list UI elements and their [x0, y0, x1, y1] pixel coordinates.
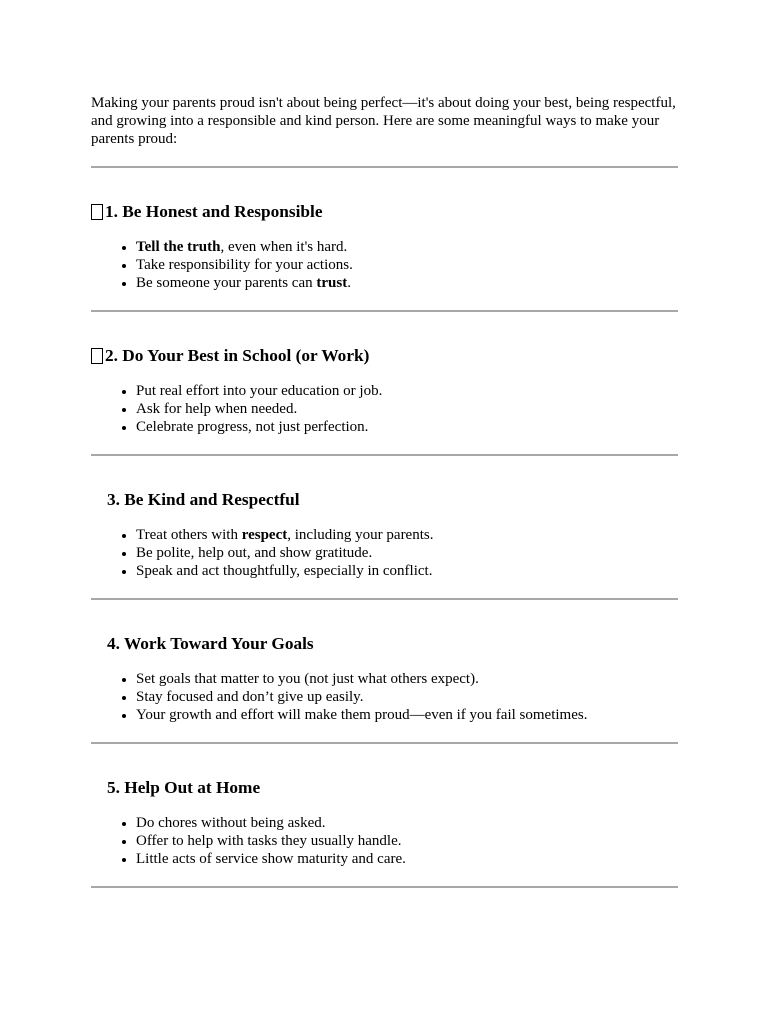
section-4 [91, 600, 678, 744]
divider [91, 886, 678, 888]
bold-text: trust [316, 275, 348, 291]
section-heading-text: 5. Help Out at Home [107, 778, 261, 797]
section-heading [91, 346, 678, 366]
section-heading-text: 4. Work Toward Your Goals [107, 634, 314, 653]
list-item: • Little acts of service show maturity and care. [136, 850, 678, 868]
bold-text: respect [241, 527, 288, 543]
document-body [91, 94, 678, 888]
bullet-list [91, 814, 678, 868]
section-heading [91, 778, 678, 798]
list-item: • Speak and act thoughtfully, especially in conflict. [136, 562, 678, 580]
section-heading [91, 634, 678, 654]
section-heading-text: 2. Do Your Best in School (or Work) [105, 346, 370, 365]
list-item: • Celebrate progress, not just perfection. [136, 418, 678, 436]
list-item: • Be someone your parents can trust. [136, 274, 678, 292]
missing-glyph-icon [91, 348, 103, 364]
bold-text: Tell the truth [136, 239, 221, 255]
list-item: • Be polite, help out, and show gratitude. [136, 544, 678, 562]
section-2 [91, 312, 678, 456]
list-item: • Do chores without being asked. [136, 814, 678, 832]
bullet-list [91, 526, 678, 580]
list-item: • Offer to help with tasks they usually handle. [136, 832, 678, 850]
blank-glyph-icon [91, 636, 107, 652]
bullet-list [91, 382, 678, 436]
list-item: • Set goals that matter to you (not just what others expect). [136, 670, 678, 688]
list-item: • Treat others with respect, including your parents. [136, 526, 678, 544]
section-heading [91, 202, 678, 222]
list-item: • Take responsibility for your actions. [136, 256, 678, 274]
missing-glyph-icon [91, 204, 103, 220]
list-item: • Your growth and effort will make them proud—even if you fail sometimes. [136, 706, 678, 724]
bullet-list [91, 670, 678, 724]
list-item: • Tell the truth, even when it's hard. [136, 238, 678, 256]
bullet-list [91, 238, 678, 292]
section-5 [91, 744, 678, 888]
blank-glyph-icon [91, 492, 107, 508]
section-3 [91, 456, 678, 600]
list-item: • Ask for help when needed. [136, 400, 678, 418]
section-heading-text: 3. Be Kind and Respectful [107, 490, 300, 509]
section-1 [91, 168, 678, 312]
list-item: • Put real effort into your education or job. [136, 382, 678, 400]
list-item: • Stay focused and don’t give up easily. [136, 688, 678, 706]
blank-glyph-icon [91, 780, 107, 796]
section-heading-text: 1. Be Honest and Responsible [105, 202, 323, 221]
section-heading [91, 490, 678, 510]
intro-paragraph: Making your parents proud isn't about being perfect—it's about doing your best, being respectful, and growing into a responsible and kind person. Here are some meaningful ways to make your parents proud: [91, 95, 676, 147]
